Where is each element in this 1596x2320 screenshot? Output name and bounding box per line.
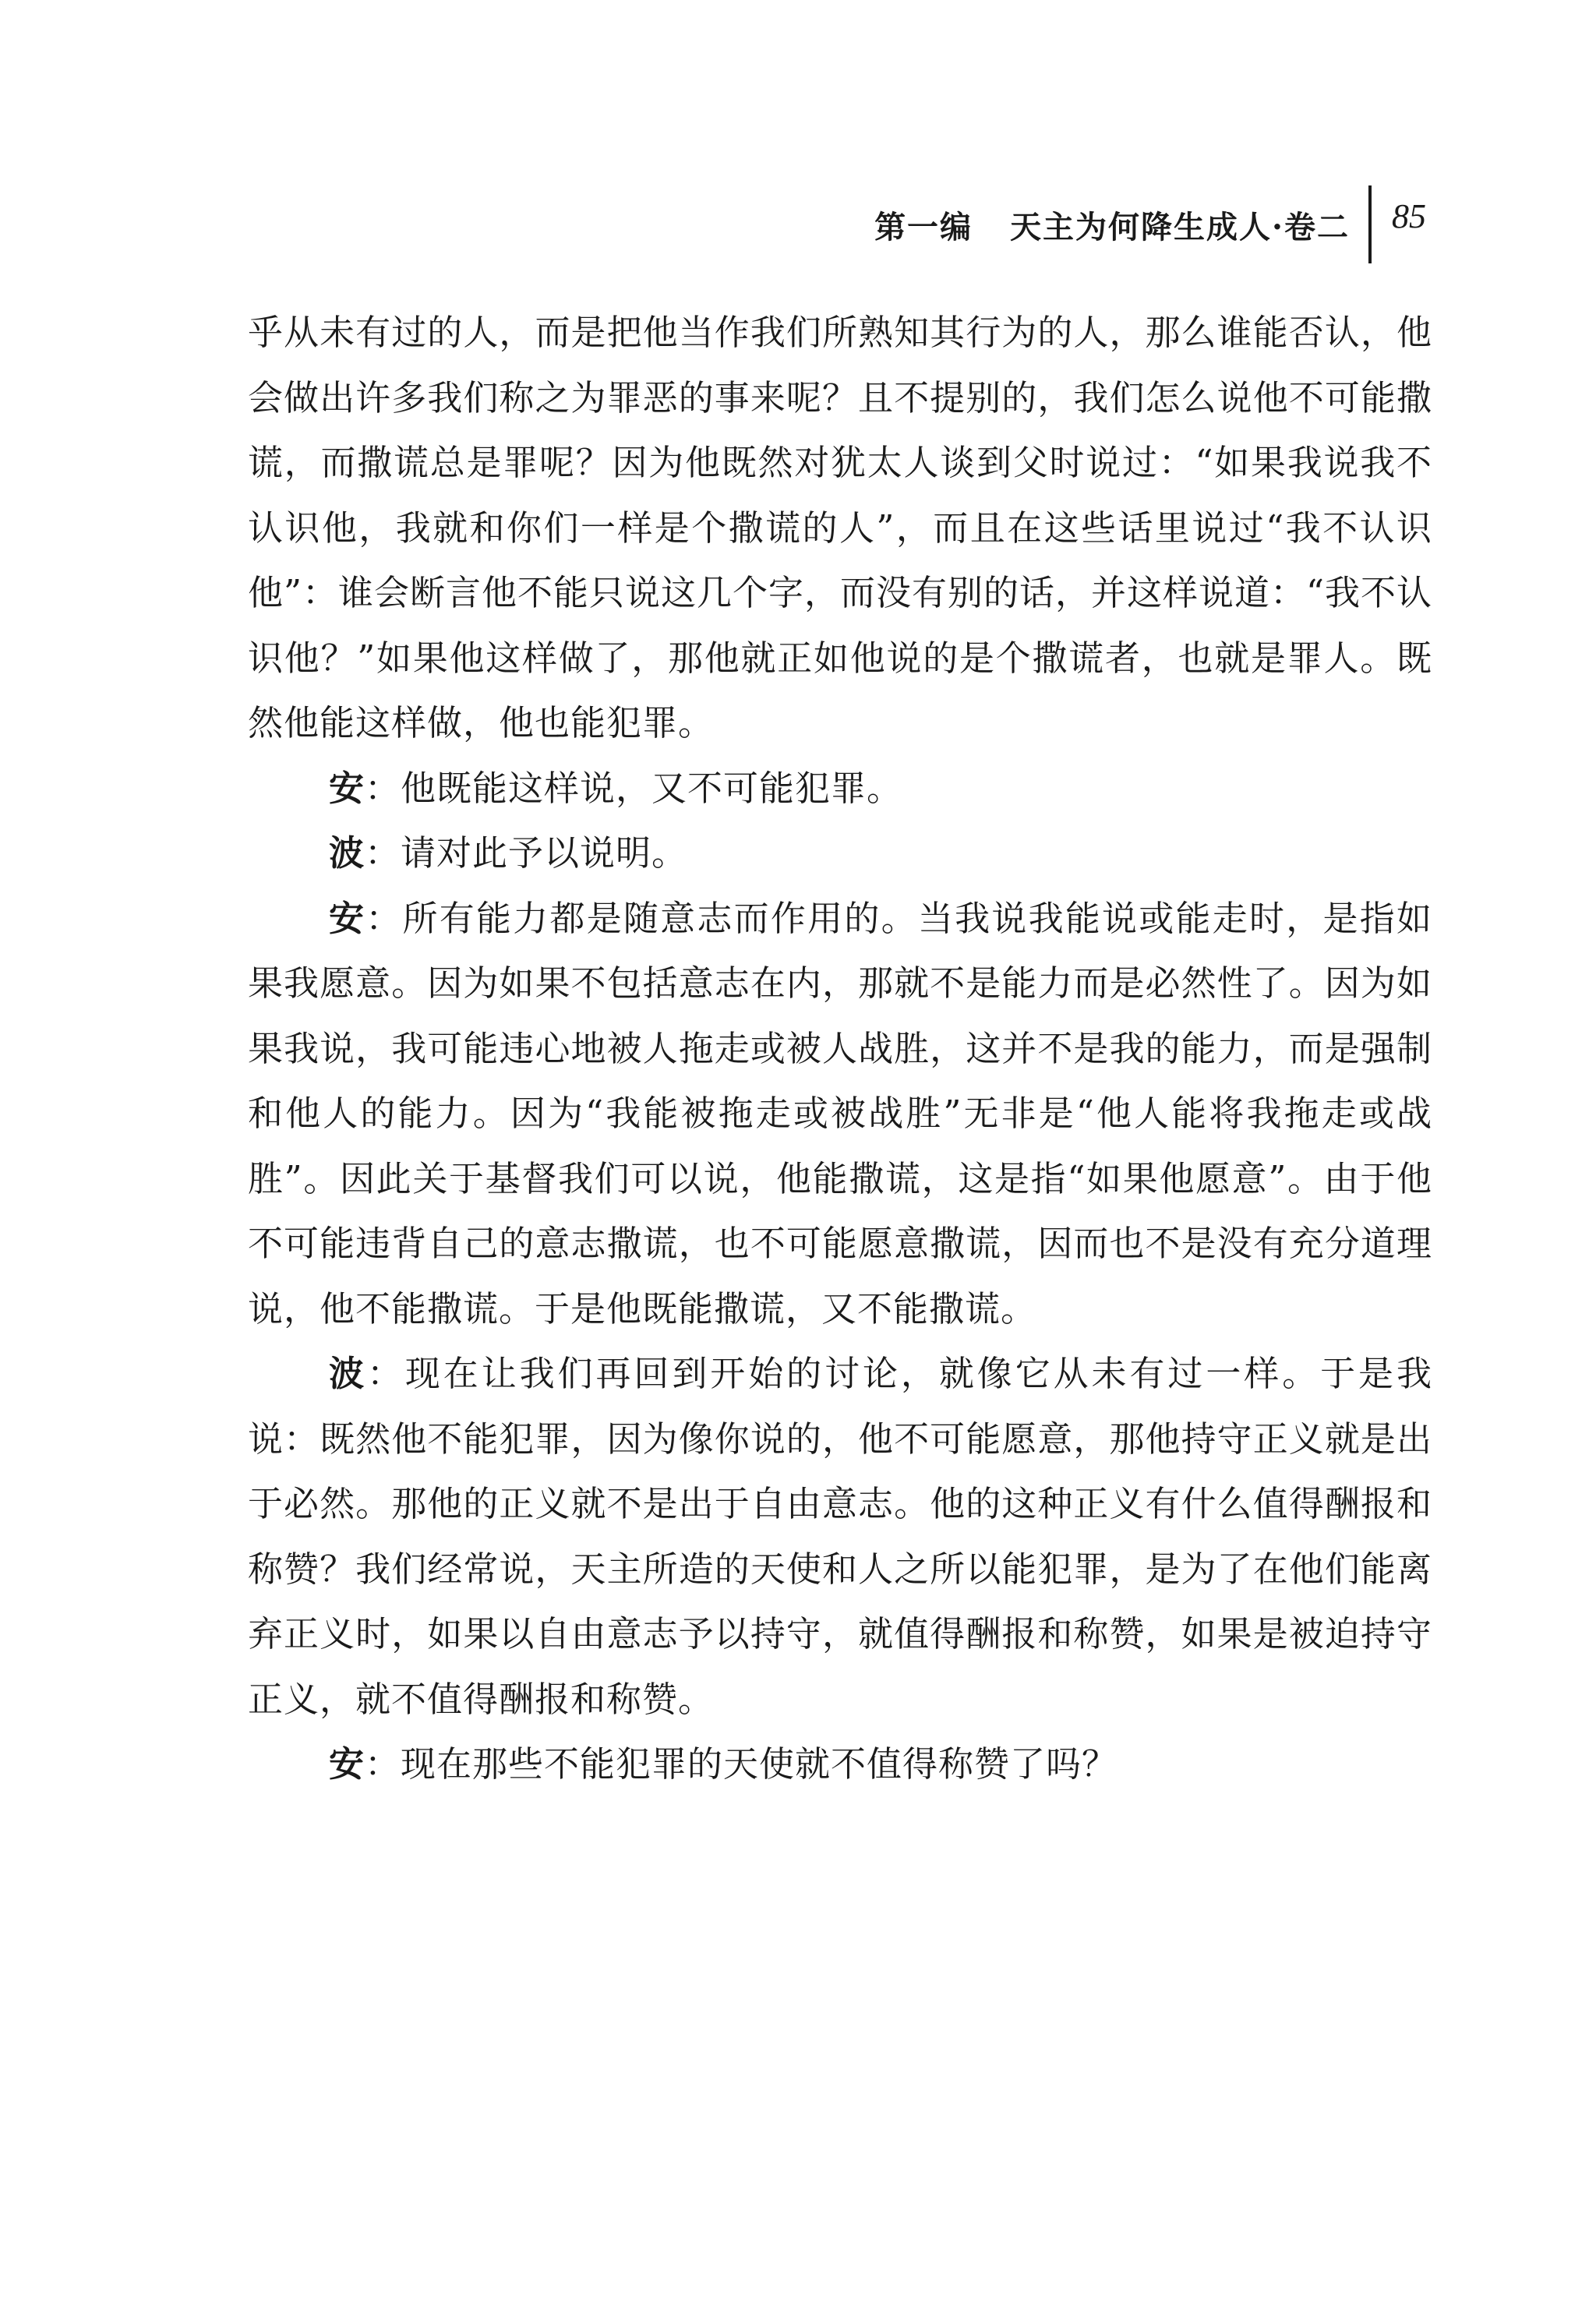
header-section: 第一编 — [874, 208, 973, 245]
speaker-label: 波 — [329, 832, 365, 874]
page-number: 85 — [1392, 196, 1426, 235]
speaker-label: 波 — [329, 1353, 367, 1394]
running-header-title — [874, 203, 1350, 247]
header-divider — [1368, 185, 1372, 263]
paragraph-text: ：现在那些不能犯罪的天使就不值得称赞了吗？ — [365, 1743, 1118, 1785]
paragraph-text: ：请对此予以说明。 — [365, 832, 688, 874]
speaker-label: 安 — [329, 897, 366, 939]
paragraph-text: ：他既能这样说，又不可能犯罪。 — [365, 767, 903, 809]
speaker-label: 安 — [329, 767, 365, 809]
paragraph-dialogue — [248, 756, 1432, 821]
paragraph-dialogue — [248, 1341, 1432, 1732]
speaker-label: 安 — [329, 1743, 365, 1785]
paragraph-text: ：所有能力都是随意志而作用的。当我说我能说或能走时，是指如果我愿意。因为如果不包括意志在内，那就不是能力而是必然性了。因为如果我说，我可能违心地被人拖走或被人战胜，这并不是我的能力，而是强制和他人的能力。因为“我能被拖走或被战胜”无非是“他人能将我拖走或战胜”。因此关于基督我们可以说，他能撒谎，这是指“如果他愿意”。由于他不可能违背自己的意志撒谎，也不可能愿意撒谎，因而也不是没有充分道理说，他不能撒谎。于是他既能撒谎，又不能撒谎。 — [248, 897, 1432, 1329]
paragraph-text: 乎从未有过的人，而是把他当作我们所熟知其行为的人，那么谁能否认，他会做出许多我们称之为罪恶的事来呢？且不提别的，我们怎么说他不可能撒谎，而撒谎总是罪呢？因为他既然对犹太人谈到父时说过：“如果我说我不认识他，我就和你们一样是个撒谎的人”，而且在这些话里说过“我不认识他”：谁会断言他不能只说这几个字，而没有别的话，并这样说道：“我不认识他？”如果他这样做了，那他就正如他说的是个撒谎者，也就是罪人。既然他能这样做，他也能犯罪。 — [248, 312, 1433, 743]
paragraph-continuation — [248, 300, 1432, 756]
paragraph-dialogue — [248, 821, 1432, 886]
header-chapter-title: 天主为何降生成人·卷二 — [1010, 208, 1350, 245]
running-header — [874, 185, 1426, 263]
paragraph-dialogue — [248, 886, 1432, 1342]
body-text — [248, 300, 1432, 1797]
paragraph-text: ：现在让我们再回到开始的讨论，就像它从未有过一样。于是我说：既然他不能犯罪，因为像你说的，他不可能愿意，那他持守正义就是出于必然。那他的正义就不是出于自由意志。他的这种正义有什么值得酬报和称赞？我们经常说，天主所造的天使和人之所以能犯罪，是为了在他们能离弃正义时，如果以自由意志予以持守，就值得酬报和称赞，如果是被迫持守正义，就不值得酬报和称赞。 — [248, 1353, 1432, 1720]
paragraph-dialogue — [248, 1732, 1432, 1797]
